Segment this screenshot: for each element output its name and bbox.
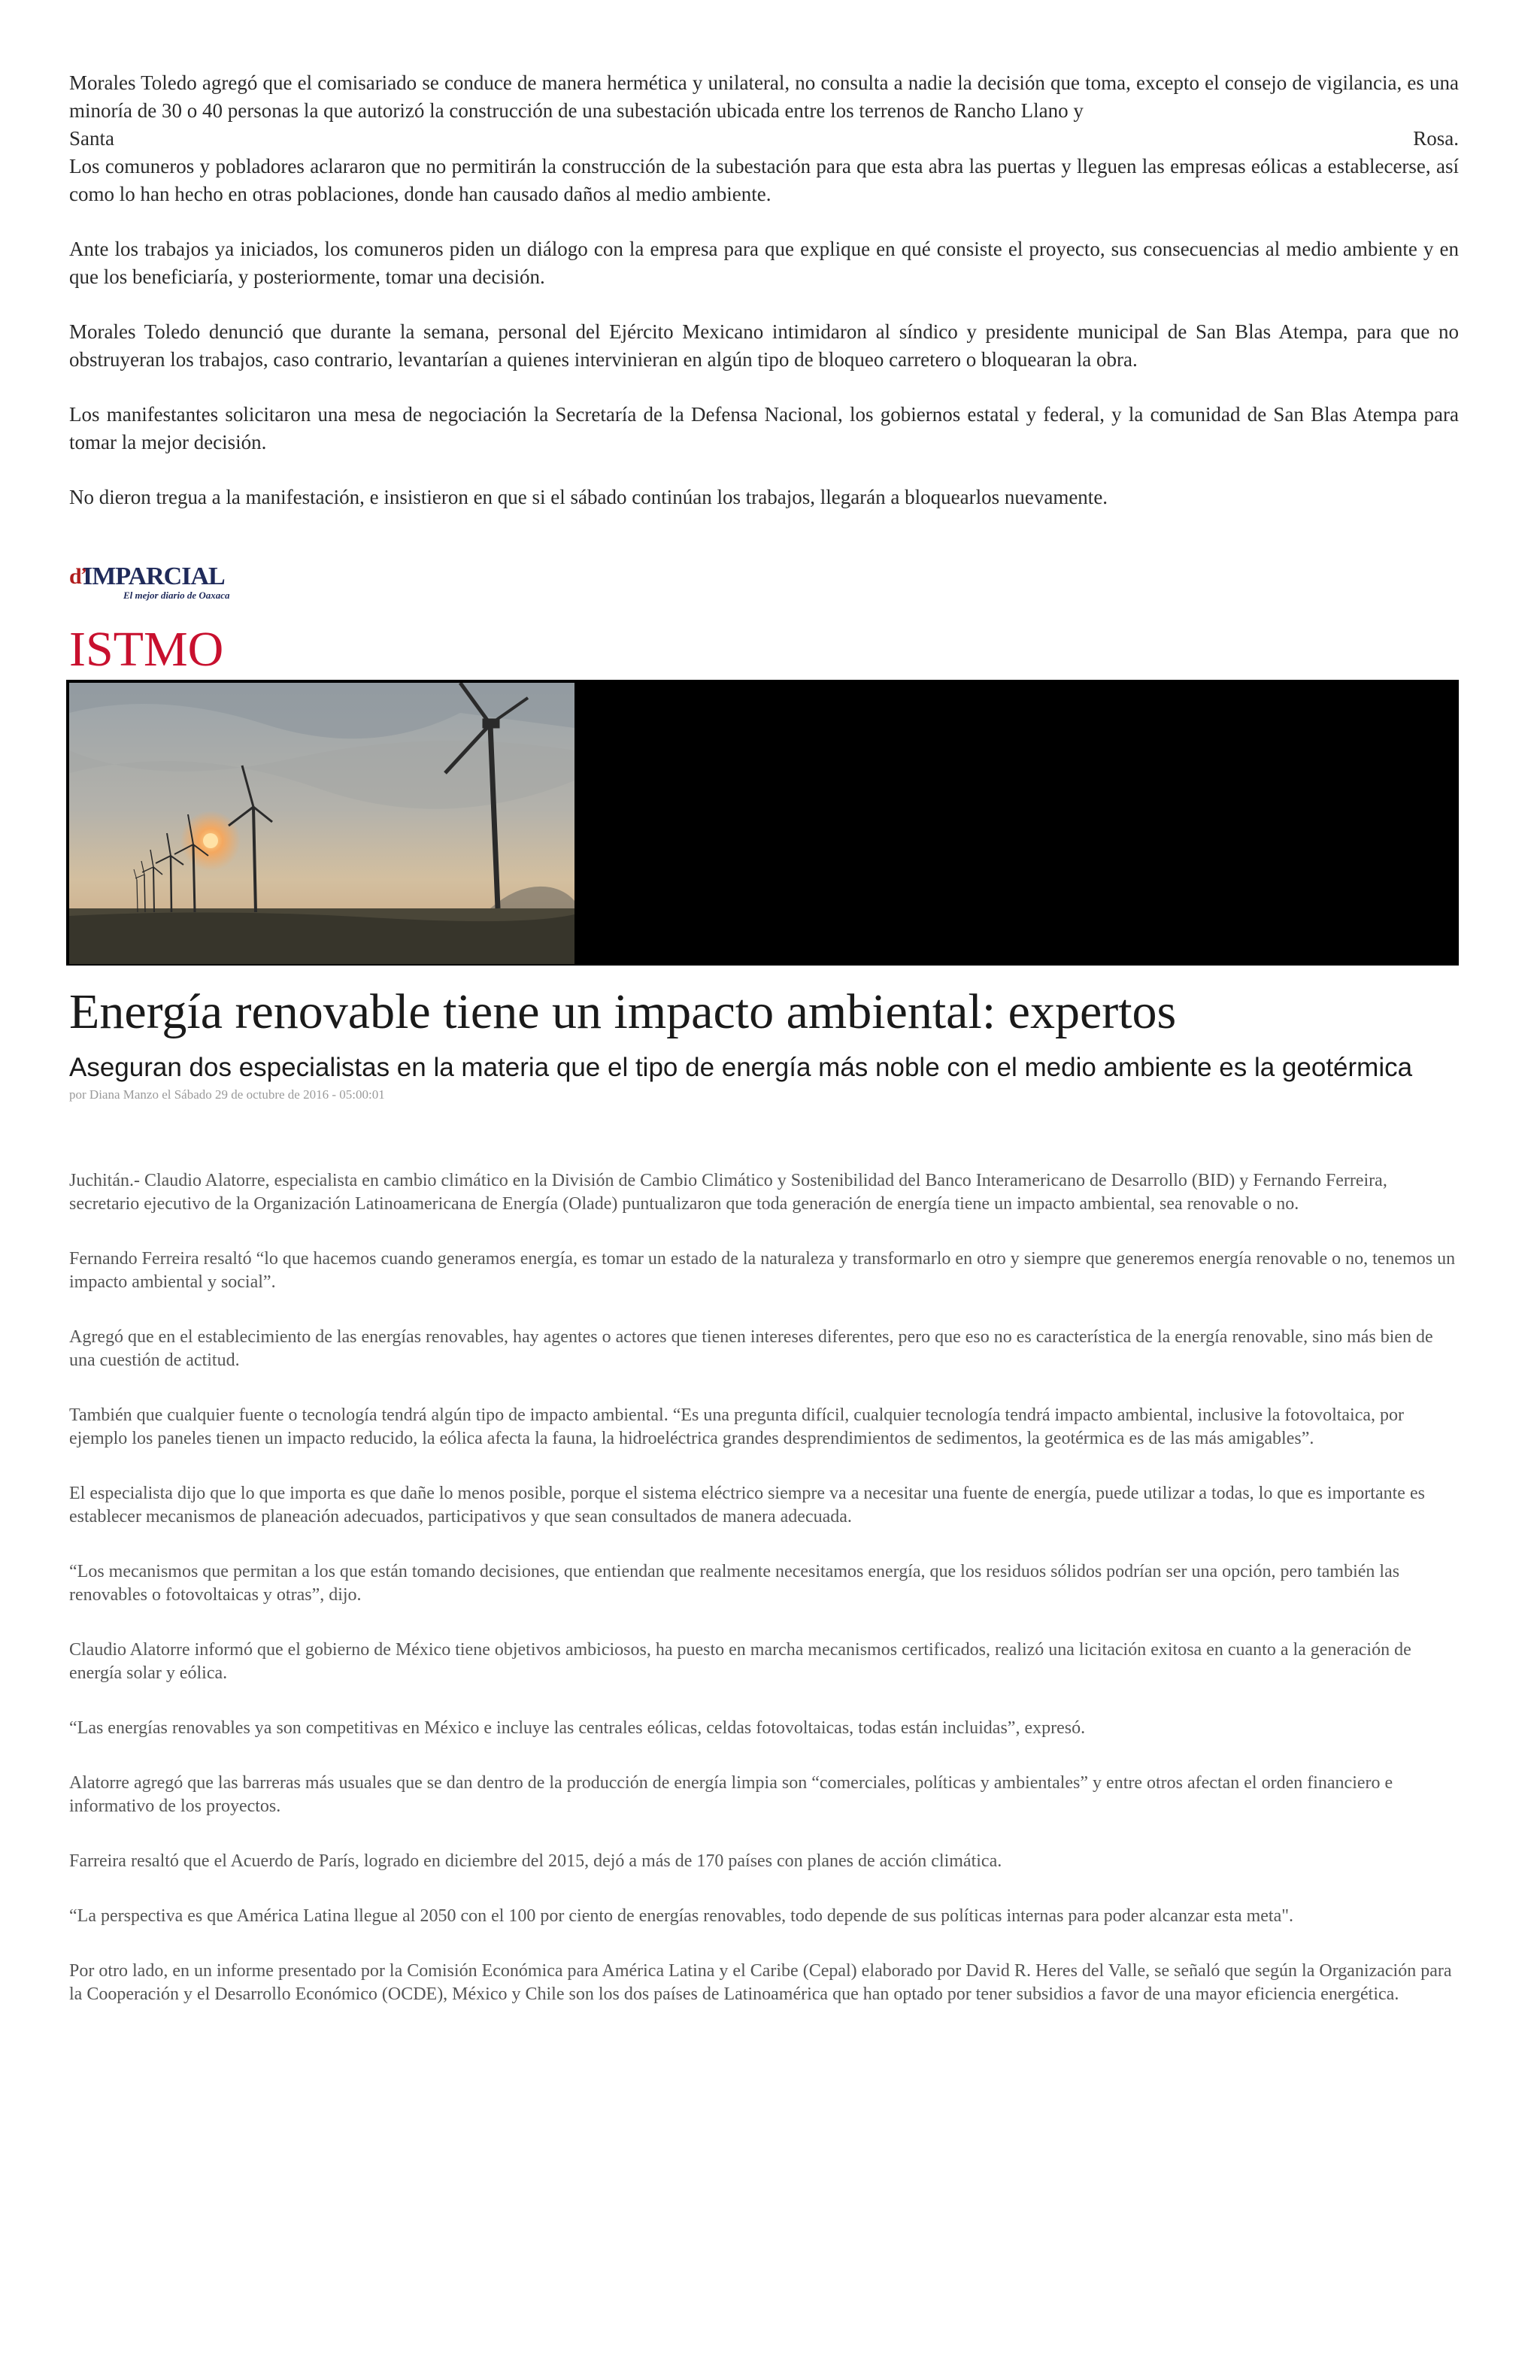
prev-p1-last-line (69, 125, 1459, 153)
prev-p1-line-2: de vigilancia, es una minoría de 30 o 40 personas la que autorizó la construcción de una subestación ubicada entre los terrenos de Rancho Llano y (69, 71, 1460, 122)
prev-paragraph-1 (69, 69, 1459, 125)
prev-paragraph-3: Ante los trabajos ya iniciados, los comuneros piden un diálogo con la empresa para que explique en qué consiste el proyecto, sus consecuencias al medio ambiente y en que los beneficiaría, y posteriormente, tomar una decisión. (69, 238, 1459, 288)
article-paragraph-3: Agregó que en el establecimiento de las energías renovables, hay agentes o actores que tienen intereses diferentes, pero que eso no es característica de la energía renovable, sino más bien de una cuestión de actitud. (69, 1327, 1433, 1370)
prev-p1-last-right: Rosa. (1413, 127, 1459, 150)
article-paragraph-11: “La perspectiva es que América Latina llegue al 2050 con el 100 por ciento de energías renovables, todo depende de sus políticas internas para poder alcanzar esta meta". (69, 1906, 1294, 1926)
article-paragraph-8: “Las energías renovables ya son competitivas en México e incluye las centrales eólicas, celdas fotovoltaicas, todas están incluidas”, expresó. (69, 1718, 1086, 1738)
prev-paragraph-5: Los manifestantes solicitaron una mesa de negociación la Secretaría de la Defensa Nacional, los gobiernos estatal y federal, y la comunidad de San Blas Atempa para tomar la mejor decisión. (69, 403, 1459, 453)
article-paragraph-1: Juchitán.- Claudio Alatorre, especialista en cambio climático en la División de Cambio Climático y Sostenibilidad del Banco Interamericano de Desarrollo (BID) y Fernando Ferreira, secretario ejecutivo de la Organización Latinoamericana de Energía (Olade) puntualizaron que toda generación de energía tiene un impacto ambiental, sea renovable o no. (69, 1171, 1387, 1214)
prev-paragraph-2: Los comuneros y pobladores aclararon que no permitirán la construcción de la subestación para que esta abra las puertas y lleguen las empresas eólicas a establecerse, así como lo han hecho en otras poblaciones, donde han causado daños al medio ambiente. (69, 155, 1459, 205)
article-byline: por Diana Manzo el Sábado 29 de octubre de 2016 - 05:00:01 (69, 1087, 385, 1102)
article-paragraph-2: Fernando Ferreira resaltó “lo que hacemos cuando generamos energía, es tomar un estado de la naturaleza y transformarlo en otro y siempre que generemos energía renovable o no, tenemos un impacto ambiental y social”. (69, 1249, 1456, 1292)
section-label: ISTMO (69, 622, 224, 677)
prev-paragraph-4: Morales Toledo denunció que durante la semana, personal del Ejército Mexicano intimidaron al síndico y presidente municipal de San Blas Atempa, para que no obstruyeran los trabajos, caso contrario, levantarían a quienes intervinieran en algún tipo de bloqueo carretero o bloquearan la obra. (69, 320, 1459, 371)
article-paragraph-9: Alatorre agregó que las barreras más usuales que se dan dentro de la producción de energía limpia son “comerciales, políticas y ambientales” y entre otros afectan el orden financiero e informativo de los proyectos. (69, 1773, 1393, 1816)
prev-paragraph-6: No dieron tregua a la manifestación, e insistieron en que si el sábado continúan los trabajos, llegarán a bloquearlos nuevamente. (69, 486, 1108, 508)
article-subheadline: Aseguran dos especialistas en la materia que el tipo de energía más noble con el medio ambiente es la geotérmica (69, 1053, 1413, 1082)
article-photo-frame (66, 680, 1459, 966)
wind-turbines-photo (69, 683, 574, 964)
article-paragraph-4: También que cualquier fuente o tecnología tendrá algún tipo de impacto ambiental. “Es una pregunta difícil, cualquier tecnología tendrá impacto ambiental, inclusive la fotovoltaica, por ejemplo los paneles tienen un impacto reducido, la eólica afecta la fauna, la hidroeléctrica grandes desprendimientos de sedimentos, la geotérmica es de las más amigables”. (69, 1405, 1405, 1448)
imparcial-logo (69, 562, 250, 602)
article-body (69, 1169, 1459, 2038)
logo-mark-icon: ď (69, 564, 86, 589)
logo-tagline: El mejor diario de Oaxaca (123, 590, 230, 601)
prev-p1-last-left: Santa (69, 127, 114, 150)
logo-name: IMPARCIAL (83, 562, 225, 590)
article-paragraph-12: Por otro lado, en un informe presentado por la Comisión Económica para América Latina y el Caribe (Cepal) elaborado por David R. Heres del Valle, se señaló que según la Organización para la Cooperación y el Desarrollo Económico (OCDE), México y Chile son los dos países de Latinoamérica que han optado por tener subsidios a favor de una mayor eficiencia energética. (69, 1961, 1452, 2004)
article-paragraph-6: “Los mecanismos que permitan a los que están tomando decisiones, que entiendan que realmente necesitamos energía, que los residuos sólidos podrían ser una opción, pero también las renovables o fotovoltaicas y otras”, dijo. (69, 1562, 1400, 1605)
article-paragraph-10: Farreira resaltó que el Acuerdo de París, logrado en diciembre del 2015, dejó a más de 170 países con planes de acción climática. (69, 1851, 1002, 1871)
article-paragraph-5: El especialista dijo que lo que importa es que dañe lo menos posible, porque el sistema eléctrico siempre va a necesitar una fuente de energía, puede utilizar a todas, lo que es importante es establecer mecanismos de planeación adecuados, participativos y que sean consultados de manera adecuada. (69, 1484, 1425, 1527)
article-paragraph-7: Claudio Alatorre informó que el gobierno de México tiene objetivos ambiciosos, ha puesto en marcha mecanismos certificados, realizó una licitación exitosa en cuanto a la generación de energía solar y eólica. (69, 1640, 1411, 1683)
previous-article (69, 69, 1459, 538)
prev-p1-line-1: Morales Toledo agregó que el comisariado se conduce de manera hermética y unilateral, no consulta a nadie la decisión que toma, excepto el consejo (69, 71, 1287, 94)
wind-turbines-image (69, 683, 574, 964)
article-headline: Energía renovable tiene un impacto ambiental: expertos (69, 984, 1177, 1039)
